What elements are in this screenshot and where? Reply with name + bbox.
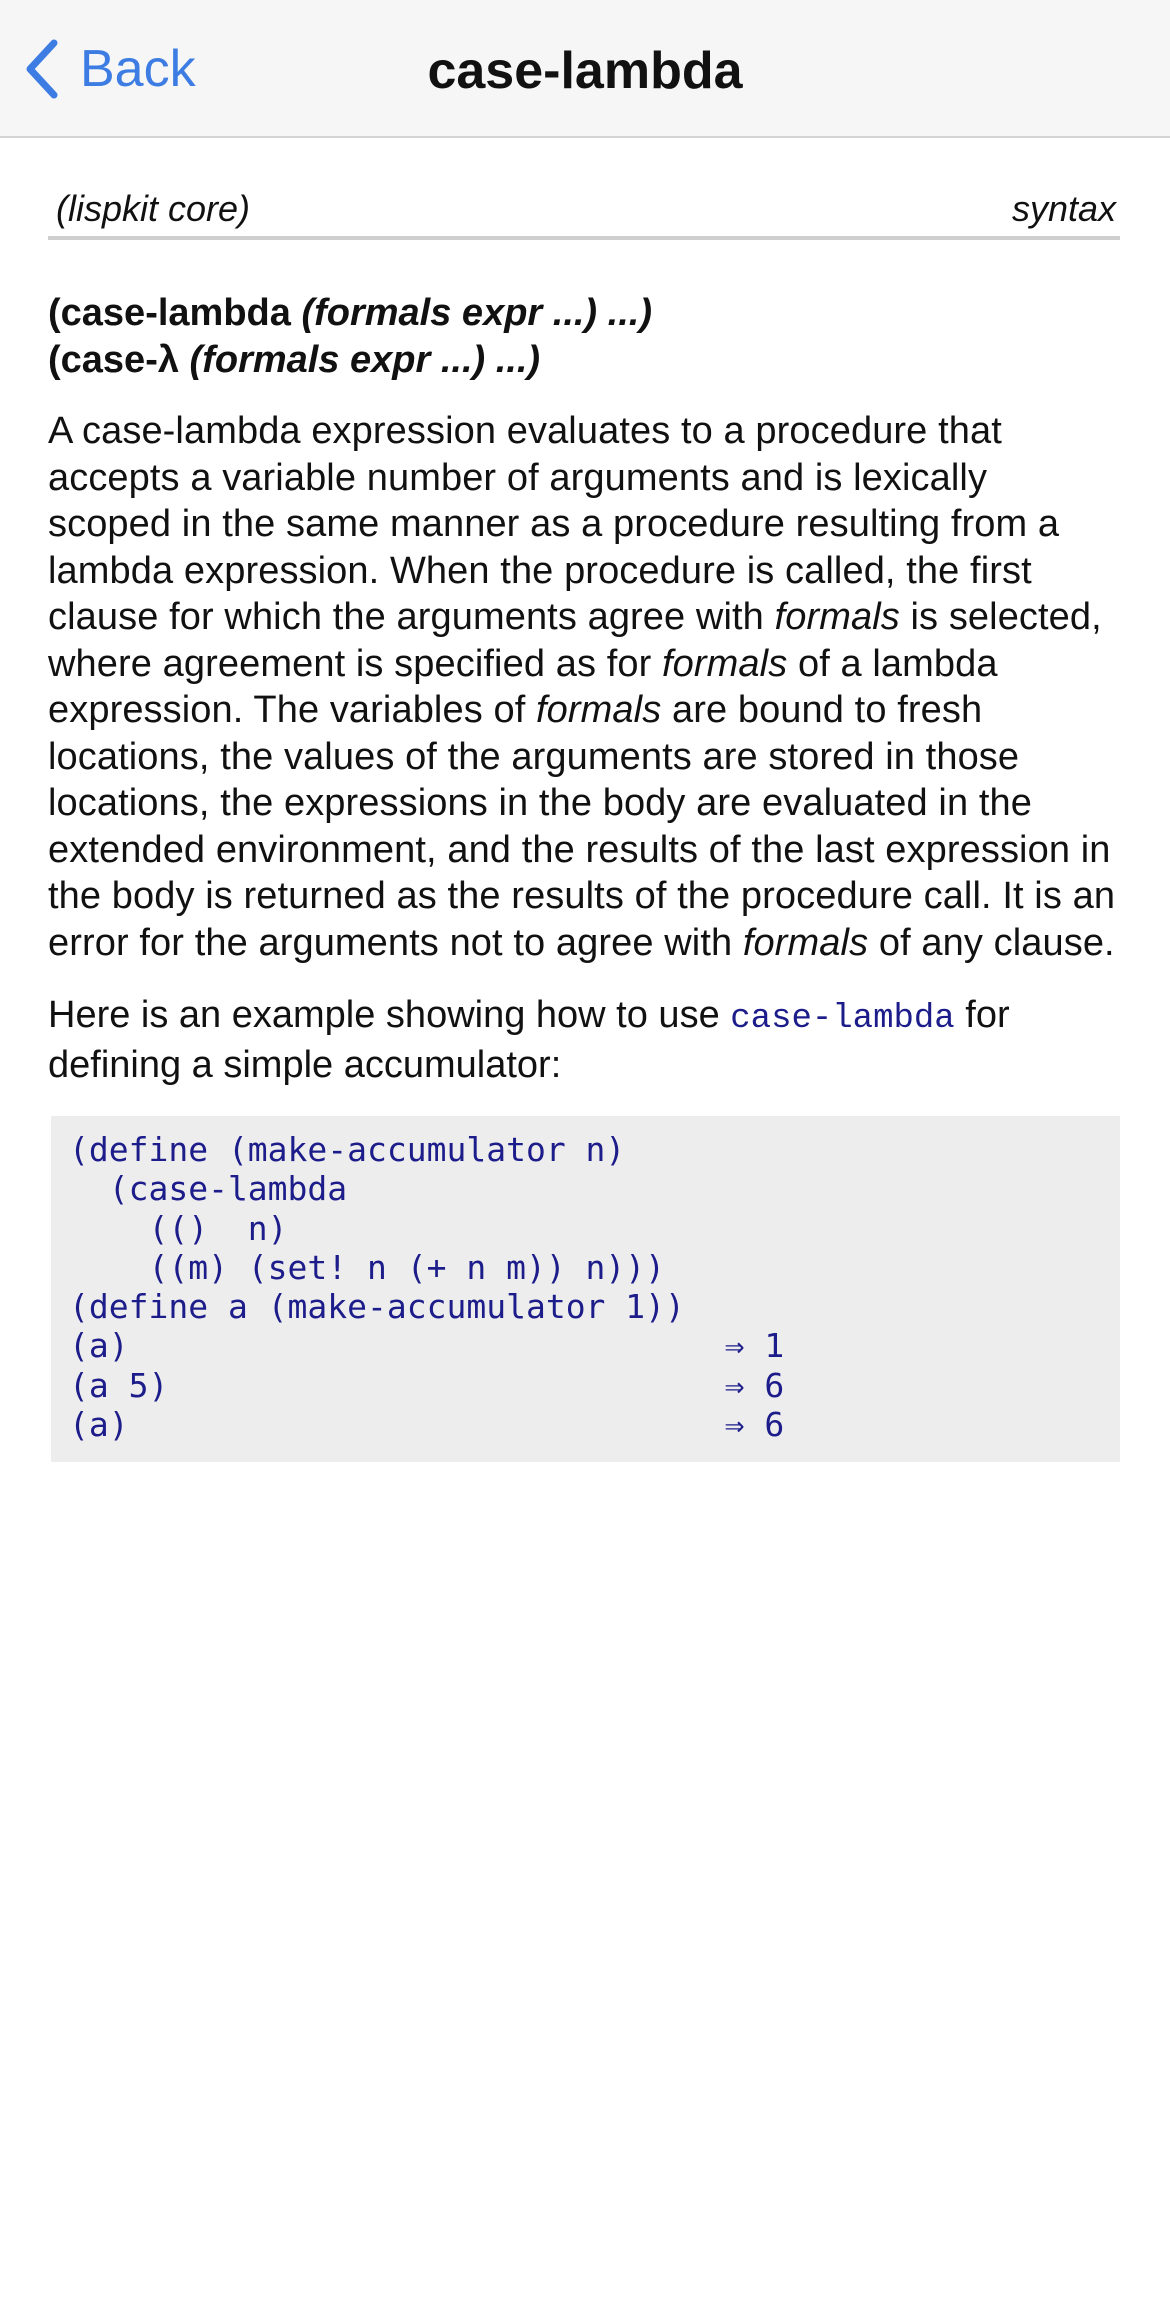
example-intro: [48, 992, 1120, 1088]
code-line: (define (make-accumulator n): [69, 1130, 626, 1169]
back-button-label: Back: [80, 40, 196, 98]
description-text: of any clause.: [868, 921, 1115, 964]
description-term: formals: [742, 921, 869, 964]
code-line: (case-lambda: [69, 1169, 348, 1209]
description-text: A case-lambda expression evaluates to a procedure that accepts a variable number of arguments and is lexically scoped in the same manner as a procedure resulting from a lambda expression. When the procedure is called, the first clause for which the arguments agree with: [48, 410, 1060, 638]
inline-code: case-lambda: [730, 1000, 955, 1038]
library-name: (lispkit core): [56, 188, 251, 229]
code-line: (define a (make-accumulator 1)): [69, 1287, 685, 1327]
code-line: (() n): [69, 1208, 288, 1248]
code-line: (a) ⇒ 6: [69, 1405, 785, 1445]
description-text: is selected, where agreement is specified as for: [48, 596, 1102, 685]
code-line: (a) ⇒ 1: [69, 1326, 785, 1366]
code-line: (a 5) ⇒ 6: [69, 1365, 785, 1405]
doc-content: [48, 138, 1120, 1462]
signature-line: [48, 337, 1120, 384]
signatures: [48, 290, 1120, 384]
intro-text: for defining a simple accumulator:: [48, 994, 1010, 1086]
signature-name: (case-λ: [48, 339, 179, 381]
page-title: case-lambda: [427, 42, 743, 100]
meta-header: [48, 190, 1120, 240]
signature-args: (formals expr ...) ...): [301, 292, 652, 334]
signature-line: [48, 290, 1120, 337]
description-text: of a lambda expression. The variables of: [48, 642, 998, 731]
code-line: ((m) (set! n (+ n m)) n))): [69, 1247, 666, 1287]
description-paragraph: [48, 408, 1120, 966]
signature-name: (case-lambda: [48, 292, 291, 334]
entry-kind: syntax: [1011, 188, 1116, 229]
description-text: are bound to fresh locations, the values of the arguments are stored in those locations, the expressions in the body are evaluated in the extended environment, and the results of the last expression in the body is returned as the results of the procedure call. It is an error for the arguments not to agree with: [48, 689, 1116, 964]
navigation-bar: [0, 0, 1170, 138]
description-term: formals: [536, 689, 662, 731]
description-term: formals: [774, 596, 900, 638]
intro-text: Here is an example showing how to use: [48, 994, 731, 1036]
description-term: formals: [662, 642, 788, 685]
signature-args: (formals expr ...) ...): [189, 339, 541, 381]
code-example: [51, 1116, 1120, 1462]
